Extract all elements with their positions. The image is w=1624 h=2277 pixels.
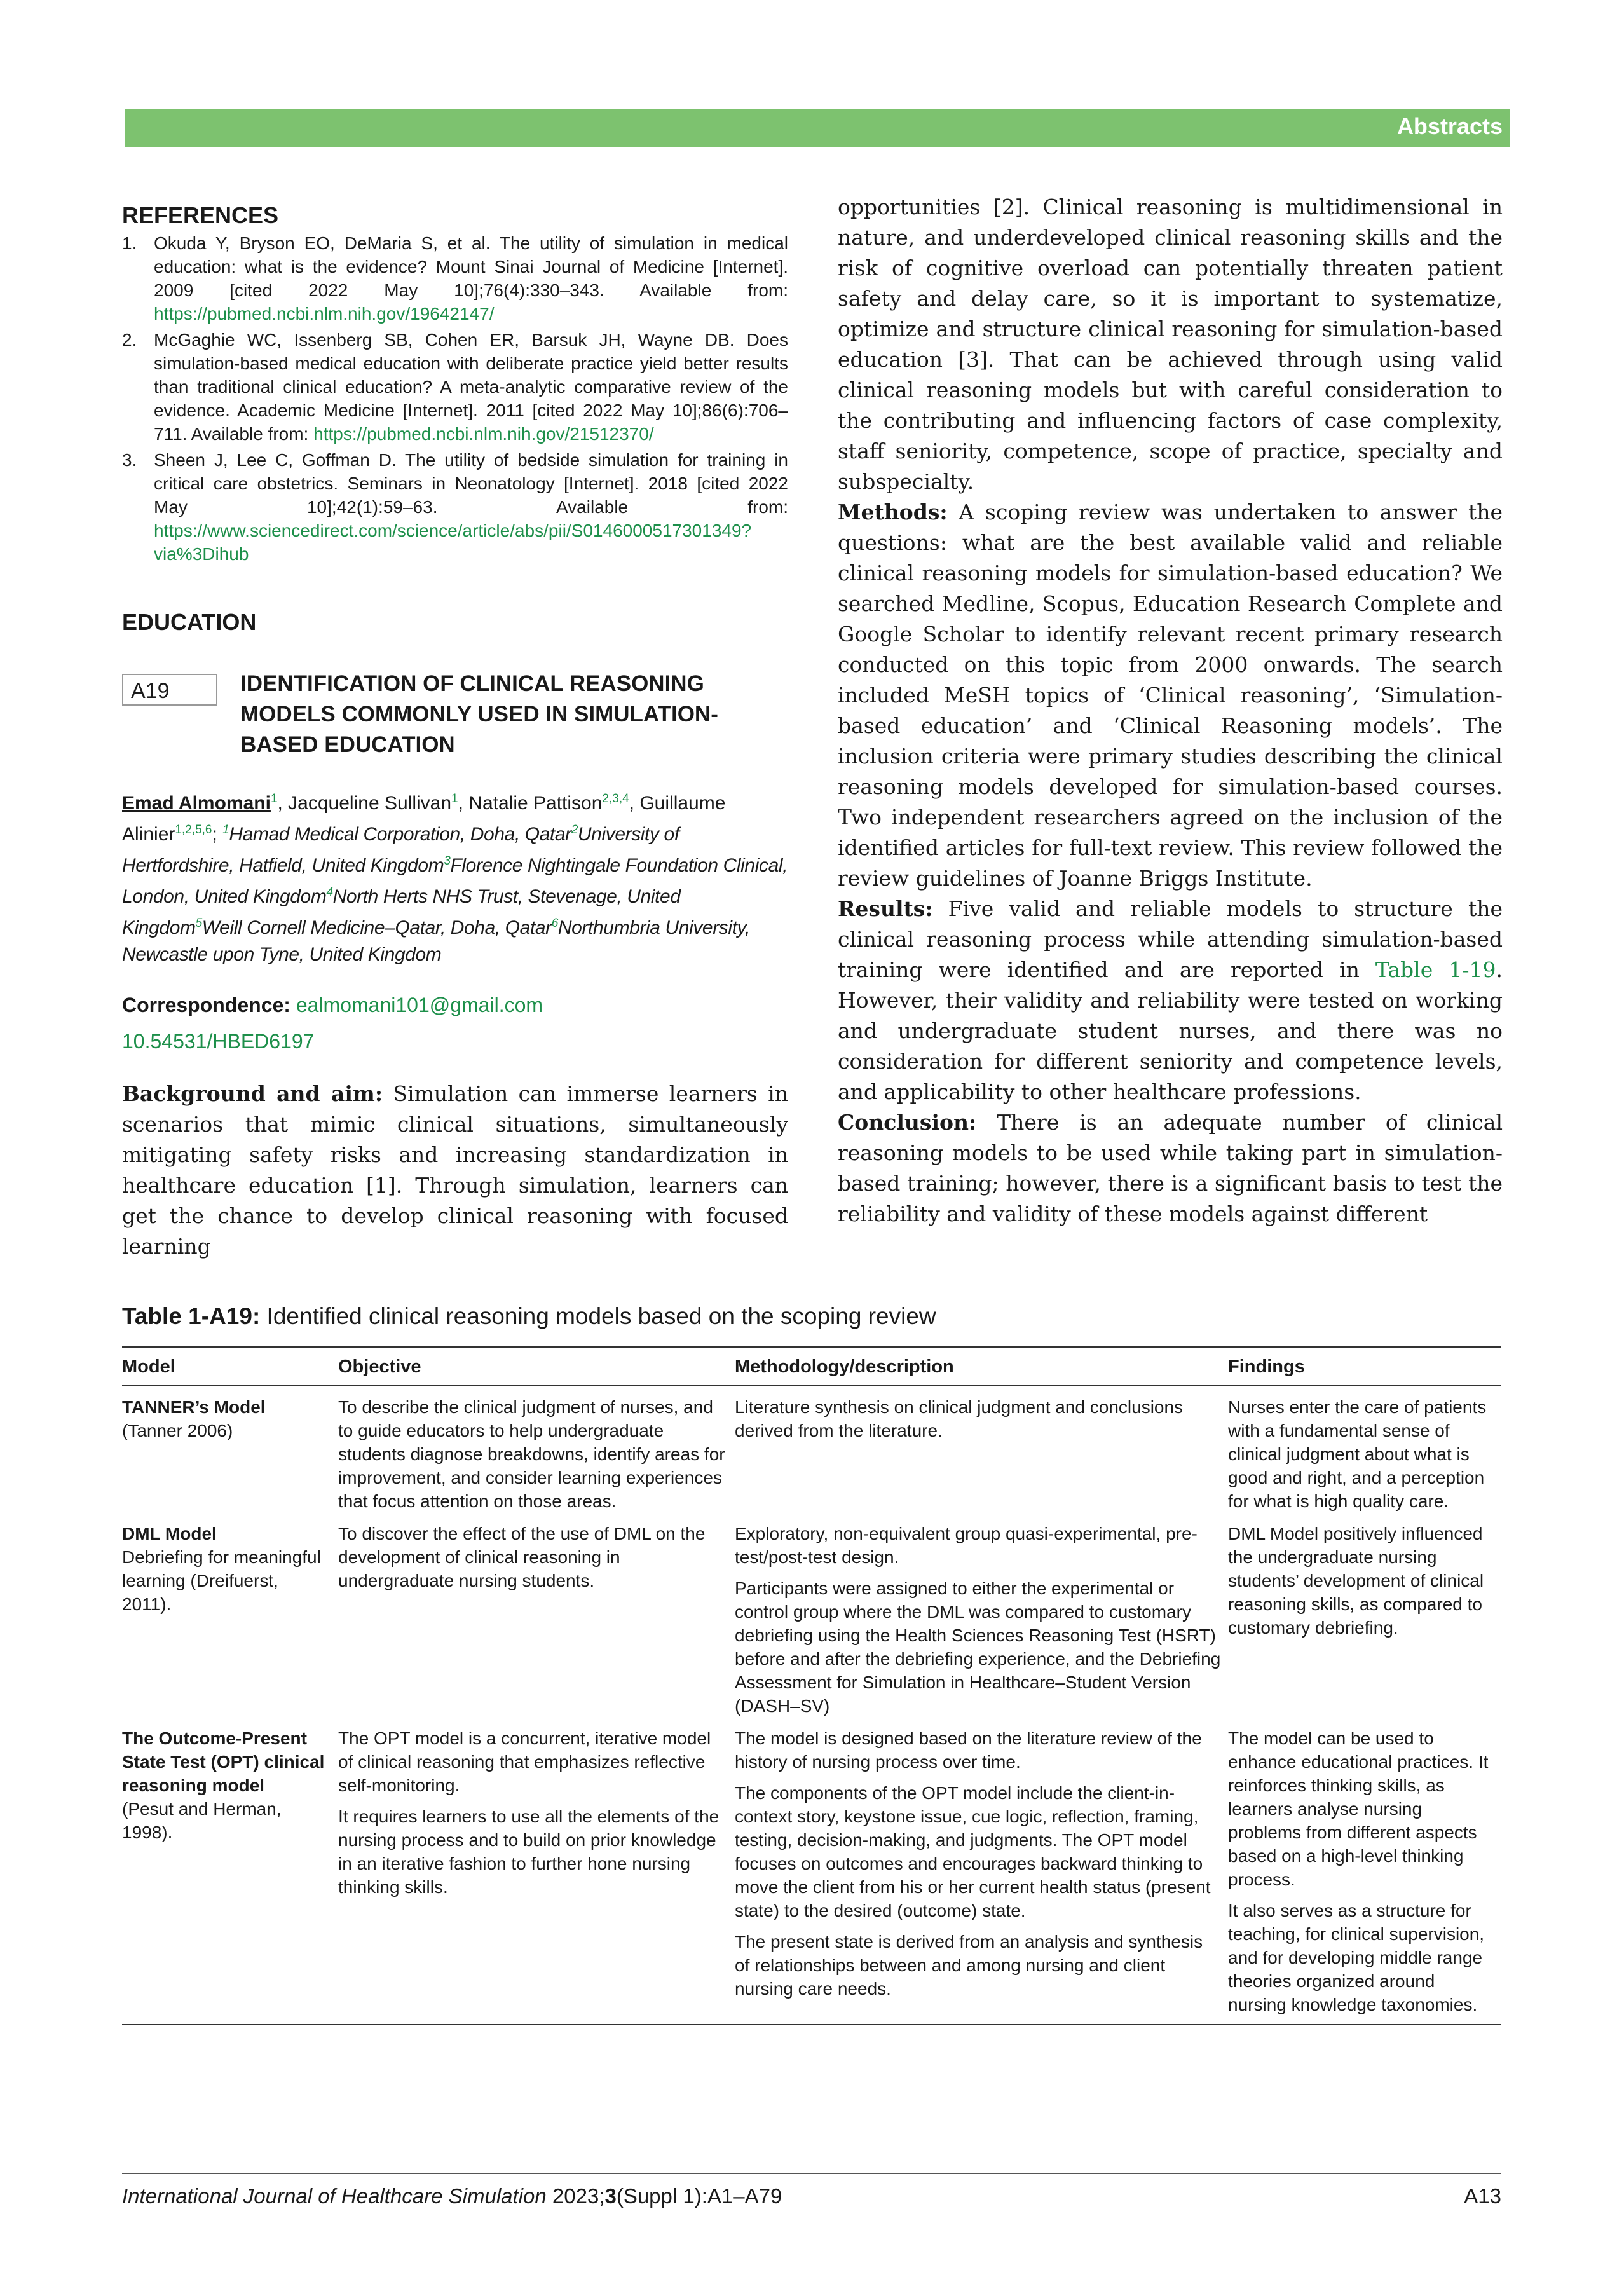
- doi-link[interactable]: 10.54531/HBED6197: [122, 1030, 315, 1053]
- reference-item: 3. Sheen J, Lee C, Goffman D. The utility of bedside simulation for training in critical care obstetrics. Seminars in Neonatology [Internet]. 2018 [cited 2022 May 10];42(1):59–63. Available from: https://www.sciencedirect.com/science/article/abs/pii/S0146000517301349?via%3Dihub: [122, 450, 788, 564]
- reference-link[interactable]: https://www.sciencedirect.com/science/article/abs/pii/S0146000517301349?via%3Dihub: [154, 521, 752, 564]
- authors-block: Emad Almomani$^1$, Jacqueline Sullivan$^1$, Natalie Pattison$^{2,3,4}$, Guillaume Alinier$^{1,2,5,6}$; $^1$Hamad Medical Corporation, Doha, Qatar$^2$University of Hertfordshire, Hatfield, United Kingdom$^3$Florence Nightingale Foundation Clinical, London, United Kingdom$^4$North Herts NHS Trust, Stevenage, United Kingdom$^5$Weill Cornell Medicine–Qatar, Doha, Qatar$^6$Northumbria University, Newcastle upon Tyne, United Kingdom: [122, 792, 788, 965]
- left-column: [122, 202, 788, 1262]
- column-header-objective: Objective: [338, 1347, 735, 1386]
- footer-divider: [122, 2173, 1501, 2174]
- abstract-title: IDENTIFICATION OF CLINICAL REASONING MODELS COMMONLY USED IN SIMULATION-BASED EDUCATION: [240, 671, 718, 757]
- methodology-cell: Exploratory, non-equivalent group quasi-experimental, pre-test/post-test design. Participants were assigned to either the experimental or control group where the DML was compared to customary debriefing using the Health Sciences Reasoning Test (HSRT) before and after the debriefing experience, and the Debriefing Assessment for Simulation in Healthcare–Student Version (DASH–SV): [735, 1524, 1221, 1716]
- header-bar: [125, 109, 1510, 147]
- findings-cell: Nurses enter the care of patients with a fundamental sense of clinical judgment about what is good and right, and a perception for what is high quality care.: [1228, 1397, 1487, 1511]
- objective-cell: The OPT model is a concurrent, iterative model of clinical reasoning that emphasizes reflective self-monitoring. It requires learners to use all the elements of the nursing process and to build on prior knowledge in an iterative fashion to further hone nursing thinking skills.: [338, 1718, 735, 2025]
- table-caption: Table 1-A19: Identified clinical reasoning models based on the scoping review: [122, 1303, 936, 1329]
- section-label: Abstracts: [1396, 113, 1503, 139]
- abstract-header: [122, 669, 788, 764]
- methodology-cell: The model is designed based on the literature review of the history of nursing process over time. The components of the OPT model include the client-in-context story, keystone issue, cue logic, reflection, framing, testing, decision-making, and judgments. The OPT model focuses on outcomes and encourages backward thinking to move the client from his or her current health status (present state) to the desired (outcome) state. The present state is derived from an analysis and synthesis of relationships between and among nursing and client nursing care needs.: [735, 1718, 1228, 2025]
- model-cell: TANNER’s Model (Tanner 2006): [122, 1397, 266, 1440]
- reference-link[interactable]: https://pubmed.ncbi.nlm.nih.gov/19642147/: [154, 304, 495, 324]
- models-table: [122, 1346, 1501, 2025]
- results-paragraph: Results: Five valid and reliable models to structure the clinical reasoning process while attending simulation-based training were identified and are reported in Table 1-19. However, their validity and reliability were tested on working and undergraduate student nurses, and there was no consideration for different seniority and competence levels, and applicability to other healthcare professions.: [838, 896, 1503, 1104]
- model-cell: The Outcome-Present State Test (OPT) clinical reasoning model (Pesut and Herman, 1998).: [122, 1718, 338, 2025]
- correspondence-email-link[interactable]: ealmomani101@gmail.com: [296, 994, 543, 1016]
- reference-item: 2. McGaghie WC, Issenberg SB, Cohen ER, Barsuk JH, Wayne DB. Does simulation-based medical education with deliberate practice yield better results than traditional clinical education? A meta-analytic comparative review of the evidence. Academic Medicine [Internet]. 2011 [cited 2022 May 10];86(6):706–711. Available from: https://pubmed.ncbi.nlm.nih.gov/21512370/: [122, 330, 788, 444]
- lead-author: Emad Almomani: [122, 793, 271, 814]
- abstract-id-box: A19: [122, 674, 217, 706]
- model-cell: DML Model Debriefing for meaningful learning (Dreifuerst, 2011).: [122, 1524, 321, 1614]
- table-row: [122, 1386, 1501, 1513]
- table-reference-link[interactable]: Table 1-19: [1375, 957, 1496, 982]
- findings-cell: The model can be used to enhance educational practices. It reinforces thinking skills, as learners analyse nursing problems from different aspects based on a high-level thinking process. It also serves as a structure for teaching, for clinical supervision, and for developing middle range theories organized around nursing knowledge taxonomies.: [1228, 1718, 1501, 2025]
- references-list: [122, 231, 788, 566]
- column-header-findings: Findings: [1228, 1347, 1501, 1386]
- table-row: [122, 1718, 1501, 2025]
- background-paragraph: Background and aim: Simulation can immerse learners in scenarios that mimic clinical situations, simultaneously mitigating safety risks and increasing standardization in healthcare education [1]. Through simulation, learners can get the chance to develop clinical reasoning with focused learning: [122, 1081, 788, 1259]
- right-column: [838, 192, 1503, 1229]
- footer-citation: International Journal of Healthcare Simulation 2023;3(Suppl 1):A1–A79: [122, 2184, 782, 2208]
- objective-cell: To discover the effect of the use of DML on the development of clinical reasoning in undergraduate nursing students.: [338, 1524, 706, 1590]
- reference-link[interactable]: https://pubmed.ncbi.nlm.nih.gov/21512370/: [313, 424, 654, 444]
- methods-paragraph: Methods: A scoping review was undertaken to answer the questions: what are the best available valid and reliable clinical reasoning models for simulation-based education? We searched Medline, Scopus, Education Research Complete and Google Scholar to identify relevant recent primary research conducted on this topic from 2000 onwards. The search included MeSH topics of ‘Clinical reasoning’, ‘Simulation-based education’ and ‘Clinical Reasoning models’. The inclusion criteria were primary studies describing the clinical reasoning models developed for simulation-based courses. Two independent researchers agreed on the inclusion of the identified articles for full-text review. This review followed the review guidelines of Joanne Briggs Institute.: [838, 500, 1503, 891]
- page-number: A13: [1464, 2184, 1501, 2208]
- background-continued: opportunities [2]. Clinical reasoning is multidimensional in nature, and underdeveloped clinical reasoning skills and the risk of cognitive overload can potentially threaten patient safety and delay care, so it is important to systematize, optimize and structure clinical reasoning for simulation-based education [3]. That can be achieved through using valid clinical reasoning models but with careful consideration to the contributing and influencing factors of case complexity, staff seniority, competence, scope of practice, specialty and subspecialty.: [838, 195, 1503, 494]
- methodology-cell: Literature synthesis on clinical judgment and conclusions derived from the literature.: [735, 1397, 1184, 1440]
- section-title: EDUCATION: [122, 609, 257, 635]
- conclusion-paragraph: Conclusion: There is an adequate number of clinical reasoning models to be used while taking part in simulation-based training; however, there is a significant basis to test the reliability and validity of these models against different: [838, 1110, 1503, 1226]
- findings-cell: DML Model positively influenced the undergraduate nursing students’ development of clinical reasoning skills, as compared to customary debriefing.: [1228, 1524, 1484, 1638]
- affiliations: $^1$Hamad Medical Corporation, Doha, Qatar$^2$University of Hertfordshire, Hatfield, United Kingdom$^3$Florence Nightingale Foundation Clinical, London, United Kingdom$^4$North Herts NHS Trust, Stevenage, United Kingdom$^5$Weill Cornell Medicine–Qatar, Doha, Qatar$^6$Northumbria University, Newcastle upon Tyne, United Kingdom: [122, 823, 788, 965]
- column-header-model: Model: [122, 1347, 338, 1386]
- objective-cell: To describe the clinical judgment of nurses, and to guide educators to help undergraduate students diagnose breakdowns, identify areas for improvement, and consider learning experiences that focus attention on those areas.: [338, 1397, 725, 1511]
- reference-item: 1. Okuda Y, Bryson EO, DeMaria S, et al. The utility of simulation in medical education: what is the evidence? Mount Sinai Journal of Medicine [Internet]. 2009 [cited 2022 May 10];76(4):330–343. Available from: https://pubmed.ncbi.nlm.nih.gov/19642147/: [122, 233, 788, 324]
- table-header-row: [122, 1347, 1501, 1386]
- table-row: [122, 1513, 1501, 1718]
- correspondence: Correspondence: ealmomani101@gmail.com: [122, 994, 543, 1016]
- references-title: REFERENCES: [122, 202, 279, 228]
- column-header-methodology: Methodology/description: [735, 1347, 1228, 1386]
